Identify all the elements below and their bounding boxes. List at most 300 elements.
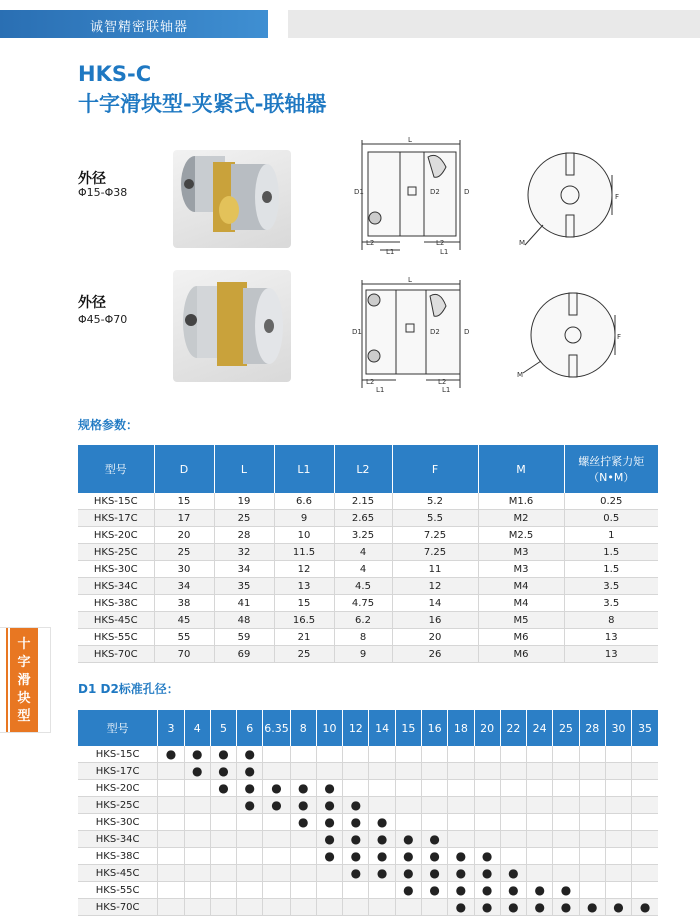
bore-dot: ● <box>184 763 210 780</box>
bore-empty <box>605 797 631 814</box>
spec-cell: HKS-20C <box>78 527 154 544</box>
spec-cell: 7.25 <box>392 544 478 561</box>
spec-cell: 11.5 <box>274 544 334 561</box>
bore-header-size: 18 <box>448 710 474 746</box>
bore-empty <box>632 780 658 797</box>
bore-dot: ● <box>290 814 316 831</box>
bore-dot: ● <box>527 899 553 916</box>
bore-dot: ● <box>290 797 316 814</box>
spec-cell: 13 <box>274 578 334 595</box>
spec-cell: 8 <box>334 629 392 646</box>
bore-empty <box>579 865 605 882</box>
bore-dot: ● <box>605 899 631 916</box>
bore-dot: ● <box>369 865 395 882</box>
bore-empty <box>343 763 369 780</box>
spec-row <box>78 646 658 663</box>
spec-cell: 3.5 <box>564 578 658 595</box>
bore-dot: ● <box>343 797 369 814</box>
bore-dot: ● <box>263 797 290 814</box>
bore-empty <box>605 848 631 865</box>
spec-cell: 2.15 <box>334 493 392 510</box>
spec-section-title: 规格参数： <box>78 418 139 432</box>
bore-dot: ● <box>448 848 474 865</box>
spec-cell: 9 <box>334 646 392 663</box>
bore-header-size: 8 <box>290 710 316 746</box>
bore-empty <box>421 899 447 916</box>
bore-empty <box>263 899 290 916</box>
bore-header-size: 22 <box>500 710 526 746</box>
spec-cell: 59 <box>214 629 274 646</box>
bore-header-size: 35 <box>632 710 658 746</box>
spec-cell: HKS-70C <box>78 646 154 663</box>
spec-cell: M6 <box>478 646 564 663</box>
bore-empty <box>500 763 526 780</box>
bore-dot: ● <box>395 831 421 848</box>
bore-empty <box>632 814 658 831</box>
spec-row <box>78 561 658 578</box>
bore-empty <box>184 865 210 882</box>
bore-empty <box>369 746 395 763</box>
spec-cell: 15 <box>274 595 334 612</box>
bore-dot: ● <box>316 831 342 848</box>
bore-empty <box>316 865 342 882</box>
bore-empty <box>500 831 526 848</box>
product-photo-large <box>173 270 291 382</box>
spec-header-L2: L2 <box>334 445 392 493</box>
spec-row <box>78 527 658 544</box>
bore-dot: ● <box>316 848 342 865</box>
bore-empty <box>421 763 447 780</box>
bore-model: HKS-17C <box>78 763 158 780</box>
bore-empty <box>553 831 579 848</box>
spec-cell: 12 <box>392 578 478 595</box>
bore-empty <box>474 763 500 780</box>
spec-header-L: L <box>214 445 274 493</box>
bore-empty <box>527 865 553 882</box>
spec-cell: 11 <box>392 561 478 578</box>
bore-empty <box>605 831 631 848</box>
spec-cell: 21 <box>274 629 334 646</box>
bore-row <box>78 865 658 882</box>
dim-F-small: F <box>615 193 620 201</box>
bore-empty <box>158 831 184 848</box>
bore-dot: ● <box>316 814 342 831</box>
spec-header-M: M <box>478 445 564 493</box>
side-char-3: 滑 <box>17 673 31 688</box>
side-category-text <box>10 628 38 732</box>
spec-cell: 38 <box>154 595 214 612</box>
bore-row <box>78 763 658 780</box>
dim-D: D <box>464 188 470 196</box>
dim-M-small: M <box>519 239 526 247</box>
spec-row <box>78 578 658 595</box>
bore-dot: ● <box>448 865 474 882</box>
spec-cell: 4.75 <box>334 595 392 612</box>
spec-cell: 1.5 <box>564 544 658 561</box>
spec-cell: 4 <box>334 561 392 578</box>
bore-empty <box>553 814 579 831</box>
bore-empty <box>579 831 605 848</box>
bore-dot: ● <box>579 899 605 916</box>
bore-empty <box>553 797 579 814</box>
spec-cell: 6.6 <box>274 493 334 510</box>
bore-empty <box>448 797 474 814</box>
spec-header-F: F <box>392 445 478 493</box>
bore-empty <box>158 780 184 797</box>
bore-dot: ● <box>500 865 526 882</box>
bore-empty <box>316 746 342 763</box>
bore-dot: ● <box>316 780 342 797</box>
bore-empty <box>263 848 290 865</box>
bore-empty <box>605 882 631 899</box>
bore-empty <box>210 865 236 882</box>
bore-empty <box>343 746 369 763</box>
bore-dot: ● <box>343 848 369 865</box>
bore-empty <box>290 763 316 780</box>
bore-empty <box>500 814 526 831</box>
bore-empty <box>158 865 184 882</box>
bore-empty <box>553 780 579 797</box>
side-view-drawing-large <box>350 274 480 394</box>
bore-dot: ● <box>421 848 447 865</box>
bore-empty <box>290 882 316 899</box>
bore-model: HKS-55C <box>78 882 158 899</box>
spec-row <box>78 544 658 561</box>
bore-empty <box>316 882 342 899</box>
bore-dot: ● <box>500 882 526 899</box>
bore-empty <box>579 780 605 797</box>
bore-empty <box>474 746 500 763</box>
bore-header-size: 10 <box>316 710 342 746</box>
bore-empty <box>263 814 290 831</box>
bore-empty <box>527 780 553 797</box>
spec-cell: HKS-34C <box>78 578 154 595</box>
spec-cell: 20 <box>154 527 214 544</box>
bore-empty <box>632 746 658 763</box>
bore-row <box>78 882 658 899</box>
dim-L2-left-large: L2 <box>366 378 375 386</box>
side-char-4: 块 <box>17 691 31 706</box>
bore-header-size: 30 <box>605 710 631 746</box>
bore-header-model: 型号 <box>78 710 158 746</box>
bore-model: HKS-20C <box>78 780 158 797</box>
spec-cell: 15 <box>154 493 214 510</box>
bore-empty <box>395 780 421 797</box>
bore-empty <box>158 814 184 831</box>
spec-cell: M5 <box>478 612 564 629</box>
bore-row <box>78 848 658 865</box>
spec-cell: 10 <box>274 527 334 544</box>
bore-empty <box>527 763 553 780</box>
bore-empty <box>605 814 631 831</box>
bore-row <box>78 831 658 848</box>
end-view-drawing-large <box>515 285 625 390</box>
bore-empty <box>448 814 474 831</box>
side-view-drawing-small <box>350 132 480 257</box>
bore-empty <box>237 814 263 831</box>
spec-header-L1: L1 <box>274 445 334 493</box>
bore-empty <box>605 865 631 882</box>
bore-empty <box>158 848 184 865</box>
bore-dot: ● <box>421 865 447 882</box>
product-photo-small <box>173 150 291 248</box>
bore-empty <box>369 797 395 814</box>
side-char-1: 十 <box>17 637 31 652</box>
bore-empty <box>210 797 236 814</box>
spec-cell: 0.5 <box>564 510 658 527</box>
bore-empty <box>579 797 605 814</box>
bore-empty <box>263 763 290 780</box>
spec-cell: M3 <box>478 544 564 561</box>
bore-empty <box>553 848 579 865</box>
bore-empty <box>184 797 210 814</box>
bore-empty <box>290 848 316 865</box>
header-bar-right <box>288 10 700 38</box>
variant-2-range: Φ45-Φ70 <box>78 313 128 326</box>
bore-empty <box>421 746 447 763</box>
bore-empty <box>263 882 290 899</box>
bore-empty <box>632 848 658 865</box>
bore-empty <box>184 814 210 831</box>
side-category-tab <box>0 627 51 733</box>
bore-empty <box>395 797 421 814</box>
bore-empty <box>369 763 395 780</box>
bore-dot: ● <box>237 780 263 797</box>
spec-cell: HKS-15C <box>78 493 154 510</box>
bore-dot: ● <box>237 763 263 780</box>
bore-dot: ● <box>316 797 342 814</box>
spec-cell: HKS-55C <box>78 629 154 646</box>
dim-D1-large: D1 <box>352 328 362 336</box>
bore-empty <box>184 831 210 848</box>
bore-model: HKS-15C <box>78 746 158 763</box>
bore-dot: ● <box>474 882 500 899</box>
spec-cell: 69 <box>214 646 274 663</box>
bore-empty <box>448 780 474 797</box>
spec-cell: 70 <box>154 646 214 663</box>
spec-cell: 25 <box>214 510 274 527</box>
bore-empty <box>500 780 526 797</box>
bore-dot: ● <box>343 831 369 848</box>
bore-model: HKS-34C <box>78 831 158 848</box>
product-model: HKS-C <box>78 62 152 86</box>
bore-empty <box>158 882 184 899</box>
spec-header-model: 型号 <box>78 445 154 493</box>
bore-empty <box>369 899 395 916</box>
bore-dot: ● <box>369 831 395 848</box>
bore-model: HKS-38C <box>78 848 158 865</box>
bore-header-size: 12 <box>343 710 369 746</box>
bore-empty <box>579 763 605 780</box>
bore-dot: ● <box>421 882 447 899</box>
spec-row <box>78 510 658 527</box>
spec-cell: 12 <box>274 561 334 578</box>
bore-row <box>78 814 658 831</box>
bore-empty <box>421 797 447 814</box>
bore-dot: ● <box>474 899 500 916</box>
spec-cell: 17 <box>154 510 214 527</box>
bore-empty <box>500 848 526 865</box>
spec-row <box>78 595 658 612</box>
bore-row <box>78 780 658 797</box>
bore-dot: ● <box>237 746 263 763</box>
spec-cell: 19 <box>214 493 274 510</box>
product-name: 十字滑块型-夹紧式-联轴器 <box>78 92 327 116</box>
bore-dot: ● <box>343 865 369 882</box>
bore-empty <box>263 746 290 763</box>
bore-dot: ● <box>448 882 474 899</box>
bore-empty <box>184 882 210 899</box>
bore-dot: ● <box>290 780 316 797</box>
dim-L1-right-large: L1 <box>442 386 451 394</box>
dim-L2-right-large: L2 <box>438 378 447 386</box>
bore-header-size: 3 <box>158 710 184 746</box>
bore-empty <box>237 831 263 848</box>
bore-empty <box>290 746 316 763</box>
bore-header-size: 6 <box>237 710 263 746</box>
spec-cell: 45 <box>154 612 214 629</box>
spec-cell: 13 <box>564 646 658 663</box>
bore-table <box>78 710 658 916</box>
end-view-drawing-small <box>515 145 625 250</box>
spec-cell: 3.25 <box>334 527 392 544</box>
bore-empty <box>553 746 579 763</box>
bore-empty <box>316 763 342 780</box>
dim-D2: D2 <box>430 188 440 196</box>
bore-row <box>78 899 658 916</box>
spec-cell: 1.5 <box>564 561 658 578</box>
dim-L2-right: L2 <box>436 239 445 247</box>
spec-cell: 2.65 <box>334 510 392 527</box>
dim-L1-left-large: L1 <box>376 386 385 394</box>
spec-cell: 16 <box>392 612 478 629</box>
bore-empty <box>474 797 500 814</box>
bore-empty <box>369 780 395 797</box>
bore-empty <box>500 797 526 814</box>
bore-dot: ● <box>553 882 579 899</box>
bore-header-size: 16 <box>421 710 447 746</box>
bore-header-size: 14 <box>369 710 395 746</box>
bore-empty <box>579 746 605 763</box>
bore-header-size: 24 <box>527 710 553 746</box>
dim-L: L <box>408 136 412 144</box>
bore-dot: ● <box>632 899 658 916</box>
bore-empty <box>158 797 184 814</box>
bore-dot: ● <box>210 746 236 763</box>
bore-empty <box>632 831 658 848</box>
bore-header-size: 4 <box>184 710 210 746</box>
spec-cell: 1 <box>564 527 658 544</box>
spec-cell: 4.5 <box>334 578 392 595</box>
bore-header-size: 25 <box>553 710 579 746</box>
spec-cell: 9 <box>274 510 334 527</box>
bore-empty <box>210 831 236 848</box>
spec-cell: M2.5 <box>478 527 564 544</box>
bore-model: HKS-30C <box>78 814 158 831</box>
bore-dot: ● <box>369 848 395 865</box>
spec-cell: 16.5 <box>274 612 334 629</box>
spec-table <box>78 445 658 663</box>
bore-empty <box>474 814 500 831</box>
spec-cell: 55 <box>154 629 214 646</box>
dim-L1-right: L1 <box>440 248 449 256</box>
bore-dot: ● <box>210 780 236 797</box>
bore-model: HKS-45C <box>78 865 158 882</box>
bore-empty <box>210 899 236 916</box>
bore-empty <box>263 865 290 882</box>
bore-empty <box>579 882 605 899</box>
bore-empty <box>421 780 447 797</box>
spec-cell: 41 <box>214 595 274 612</box>
bore-dot: ● <box>184 746 210 763</box>
dim-L2-left: L2 <box>366 239 375 247</box>
dim-L-large: L <box>408 276 412 284</box>
spec-cell: 34 <box>214 561 274 578</box>
bore-dot: ● <box>527 882 553 899</box>
bore-empty <box>395 899 421 916</box>
bore-header-size: 5 <box>210 710 236 746</box>
spec-cell: 48 <box>214 612 274 629</box>
bore-dot: ● <box>421 831 447 848</box>
bore-empty <box>632 865 658 882</box>
bore-empty <box>632 797 658 814</box>
spec-cell: HKS-25C <box>78 544 154 561</box>
bore-empty <box>395 746 421 763</box>
bore-empty <box>263 831 290 848</box>
bore-empty <box>395 763 421 780</box>
bore-empty <box>343 780 369 797</box>
bore-dot: ● <box>474 848 500 865</box>
spec-header-D: D <box>154 445 214 493</box>
bore-empty <box>290 865 316 882</box>
spec-cell: 7.25 <box>392 527 478 544</box>
spec-cell: HKS-30C <box>78 561 154 578</box>
bore-empty <box>343 899 369 916</box>
spec-cell: 32 <box>214 544 274 561</box>
bore-empty <box>421 814 447 831</box>
bore-empty <box>395 814 421 831</box>
bore-dot: ● <box>500 899 526 916</box>
bore-dot: ● <box>474 865 500 882</box>
spec-row <box>78 493 658 510</box>
spec-cell: M4 <box>478 578 564 595</box>
bore-dot: ● <box>395 848 421 865</box>
brand-name: 诚智精密联轴器 <box>90 20 189 35</box>
dim-D1: D1 <box>354 188 364 196</box>
bore-row <box>78 746 658 763</box>
bore-header-size: 28 <box>579 710 605 746</box>
spec-cell: 6.2 <box>334 612 392 629</box>
bore-dot: ● <box>553 899 579 916</box>
spec-cell: M3 <box>478 561 564 578</box>
spec-cell: 35 <box>214 578 274 595</box>
bore-model: HKS-25C <box>78 797 158 814</box>
spec-cell: 26 <box>392 646 478 663</box>
bore-empty <box>184 899 210 916</box>
spec-cell: 14 <box>392 595 478 612</box>
bore-empty <box>605 763 631 780</box>
dim-D-large: D <box>464 328 470 336</box>
bore-empty <box>474 831 500 848</box>
bore-dot: ● <box>237 797 263 814</box>
bore-empty <box>158 899 184 916</box>
spec-cell: M1.6 <box>478 493 564 510</box>
side-char-5: 型 <box>17 709 31 724</box>
spec-cell: 8 <box>564 612 658 629</box>
bore-empty <box>210 848 236 865</box>
bore-empty <box>527 746 553 763</box>
bore-dot: ● <box>263 780 290 797</box>
